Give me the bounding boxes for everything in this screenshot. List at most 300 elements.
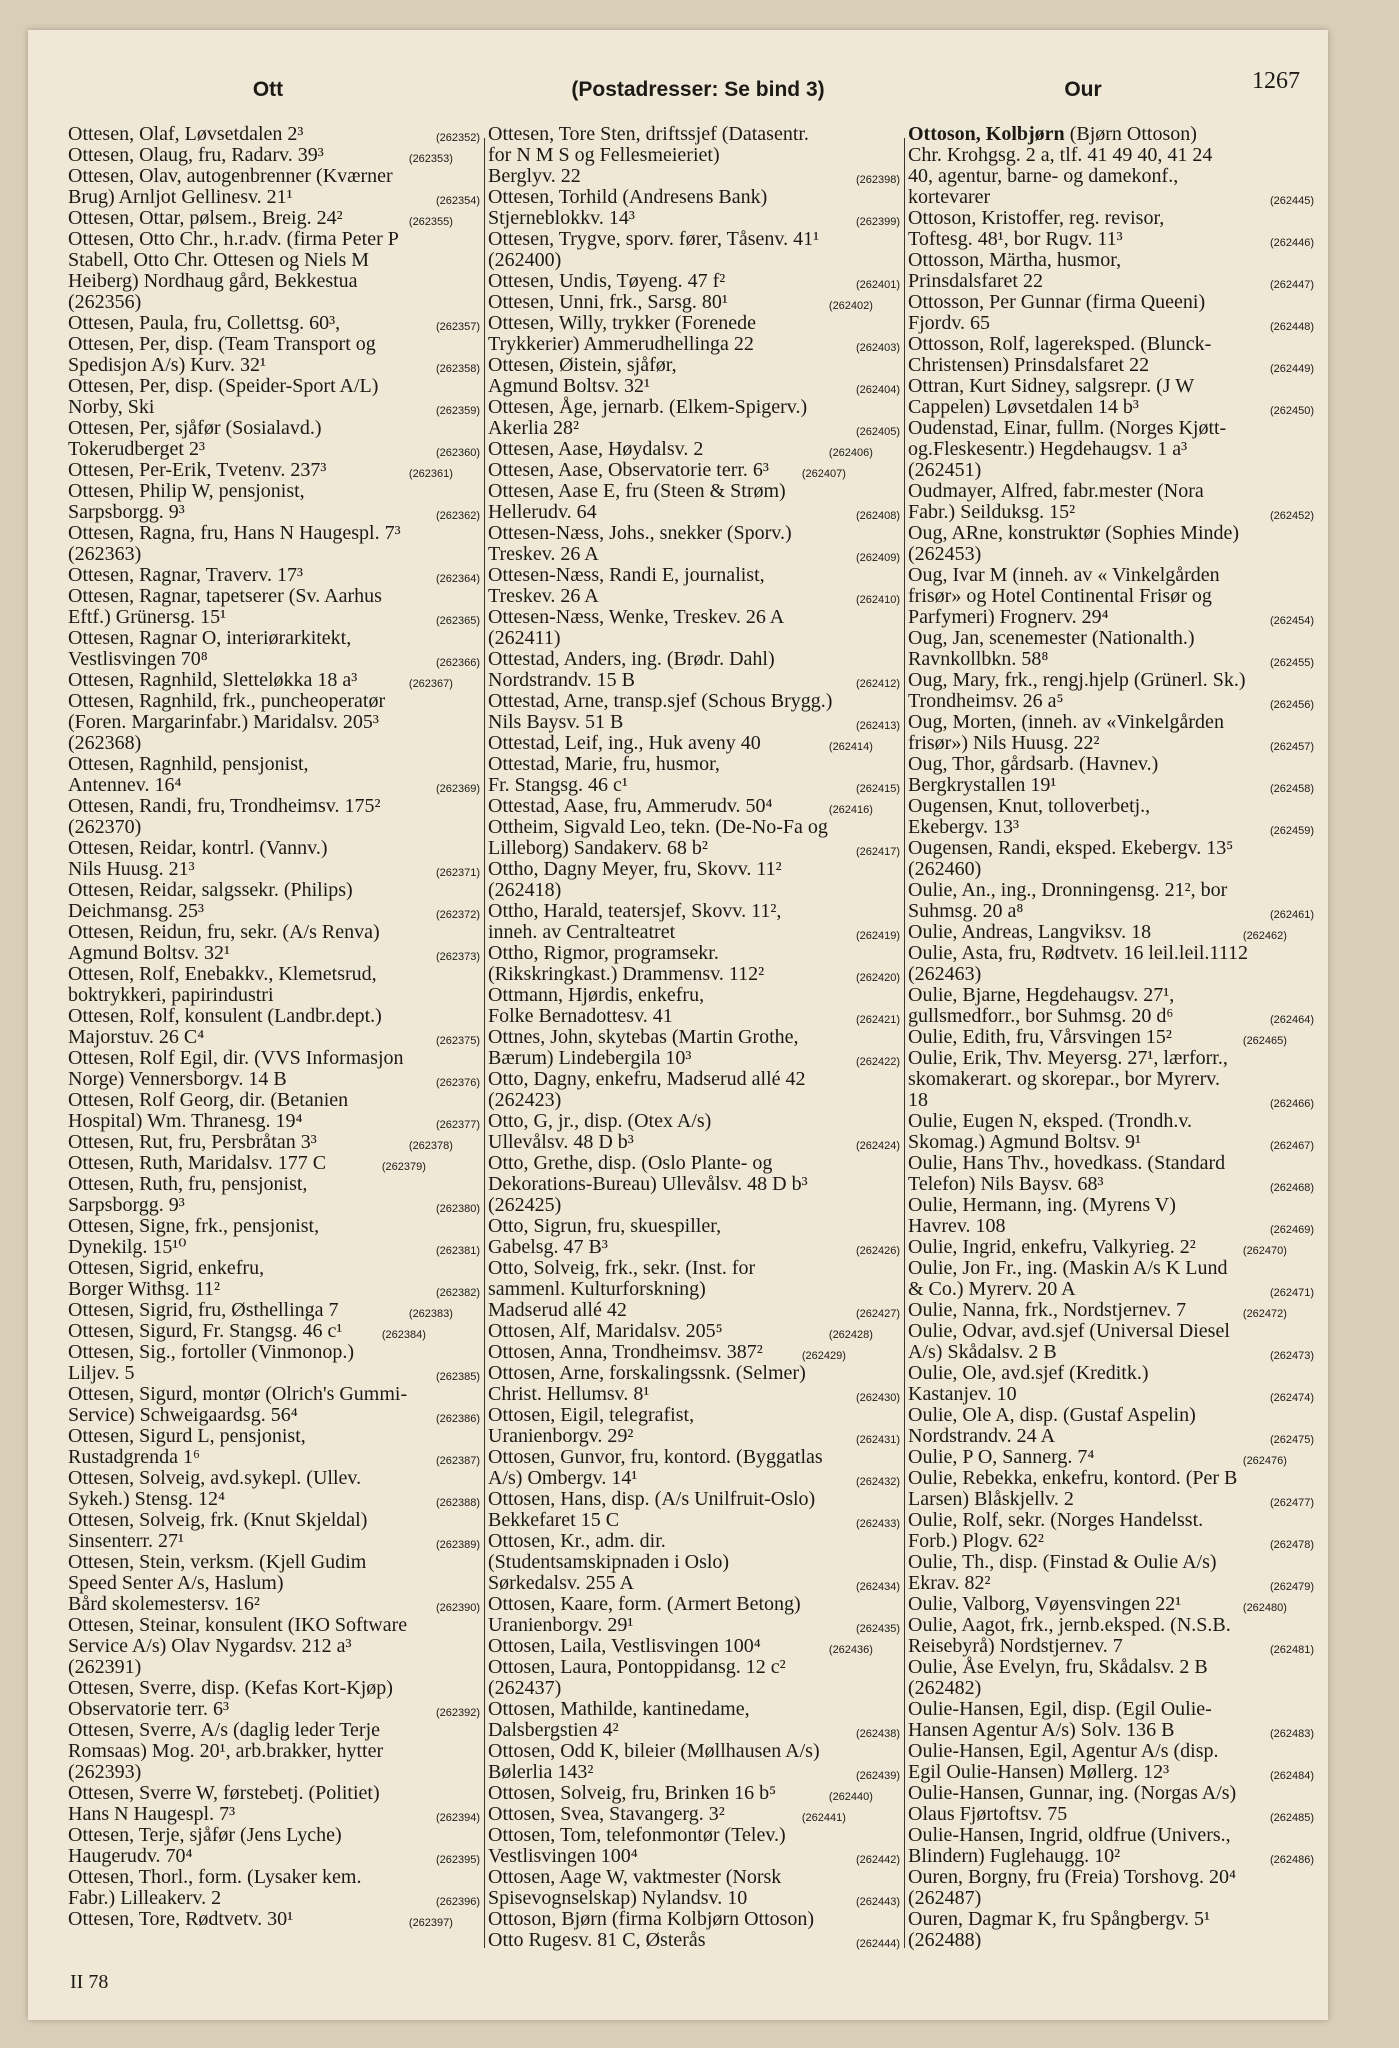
directory-entry-line <box>908 481 1314 502</box>
directory-entry-line <box>68 1237 480 1258</box>
directory-entry-line <box>488 1321 900 1342</box>
entry-number: (262390) <box>435 1602 480 1614</box>
entry-text: Ottesen, Olaf, Løvsetdalen 2³ <box>68 123 304 145</box>
directory-entry-line <box>488 1384 900 1405</box>
header-center: (Postadresser: Se bind 3) <box>571 78 825 101</box>
entry-text: (262363) <box>68 543 142 565</box>
entry-text: Romsaas) Mog. 20¹, arb.brakker, hytter <box>68 1740 384 1762</box>
directory-entry-line <box>68 1489 480 1510</box>
entry-number: (262477) <box>1269 1497 1314 1509</box>
directory-entry-line <box>488 292 900 313</box>
entry-text: Oulie, Andreas, Langviksv. 18 <box>908 921 1152 943</box>
page-number: 1267 <box>1252 68 1300 94</box>
directory-entry-line <box>68 376 480 397</box>
entry-number: (262355) <box>408 216 453 228</box>
directory-entry-line <box>68 1720 480 1741</box>
directory-entry-line <box>908 1090 1314 1111</box>
directory-entry-line <box>488 1237 900 1258</box>
directory-entry-line <box>908 124 1314 145</box>
entry-text: Ottesen-Næss, Johs., snekker (Sporv.) <box>488 522 792 544</box>
directory-entry-line <box>908 754 1314 775</box>
entry-text: Ottesen, Ottar, pølsem., Breig. 24² <box>68 207 343 229</box>
directory-entry-line <box>488 1594 900 1615</box>
entry-text: Bærum) Lindebergila 10³ <box>488 1047 692 1069</box>
directory-entry-line <box>908 628 1314 649</box>
entry-text: Sykeh.) Stensg. 12⁴ <box>68 1488 225 1510</box>
entry-number: (262402) <box>828 300 873 312</box>
entry-text: Ottestad, Aase, fru, Ammerudv. 50⁴ <box>488 795 773 817</box>
entry-text: Cappelen) Løvsetdalen 14 b³ <box>908 396 1139 418</box>
entry-text: Ottesen, Reidar, salgssekr. (Philips) <box>68 879 353 901</box>
directory-entry-line <box>908 1783 1314 1804</box>
directory-entry-line <box>68 754 480 775</box>
directory-entry-line <box>68 397 480 418</box>
directory-entry-line <box>908 733 1314 754</box>
entry-text: Ottesen, Rolf Egil, dir. (VVS Informasjon <box>68 1047 404 1069</box>
entry-number: (262442) <box>855 1854 900 1866</box>
entry-number: (262373) <box>435 951 480 963</box>
directory-entry-line <box>488 145 900 166</box>
entry-text: Ottesen-Næss, Wenke, Treskev. 26 A <box>488 606 785 628</box>
entry-text: Ottesen, Willy, trykker (Forenede <box>488 312 757 334</box>
entry-text: Spedisjon A/s) Kurv. 32¹ <box>68 354 267 376</box>
directory-entry-line <box>488 1468 900 1489</box>
entry-text: Ottesen, Tore, Rødtvetv. 30¹ <box>68 1908 294 1930</box>
entry-text: Ottesen, Sigurd, Fr. Stangsg. 46 c¹ <box>68 1320 343 1342</box>
entry-number: (262397) <box>408 1917 453 1929</box>
entry-text: (262368) <box>68 732 142 754</box>
entry-number: (262389) <box>435 1539 480 1551</box>
entry-number: (262410) <box>855 594 900 606</box>
entry-text: Bølerlia 143² <box>488 1761 594 1783</box>
directory-entry-line <box>908 397 1314 418</box>
directory-entry-line <box>488 439 900 460</box>
entry-text: Ottosen, Hans, disp. (A/s Unilfruit-Oslo) <box>488 1488 816 1510</box>
directory-entry-line <box>68 355 480 376</box>
directory-entry-line <box>68 1741 480 1762</box>
entry-number: (262435) <box>855 1623 900 1635</box>
entry-text: (262460) <box>908 858 982 880</box>
entry-number: (262481) <box>1269 1644 1314 1656</box>
entry-text: Oulie, Odvar, avd.sjef (Universal Diesel <box>908 1320 1230 1342</box>
entry-text: Ottesen, Per-Erik, Tvetenv. 237³ <box>68 459 327 481</box>
entry-text: Oulie-Hansen, Egil, disp. (Egil Oulie- <box>908 1698 1212 1720</box>
entry-text: Ouren, Borgny, fru (Freia) Torshovg. 20⁴ <box>908 1866 1236 1888</box>
entry-text: boktrykkeri, papirindustri <box>68 984 274 1006</box>
entry-text: Observatorie terr. 6³ <box>68 1698 229 1720</box>
directory-entry-line <box>908 166 1314 187</box>
directory-entry-line <box>908 1636 1314 1657</box>
entry-text: Ekebergv. 13³ <box>908 816 1019 838</box>
entry-text: Ottesen, Øistein, sjåfør, <box>488 354 677 376</box>
directory-entry-line <box>908 1153 1314 1174</box>
entry-number: (262378) <box>408 1140 453 1152</box>
entry-text: Ottosen, Solveig, fru, Brinken 16 b⁵ <box>488 1782 777 1804</box>
entry-text: Oug, ARne, konstruktør (Sophies Minde) <box>908 522 1240 544</box>
entry-number: (262468) <box>1269 1182 1314 1194</box>
entry-text: Dynekilg. 15¹⁰ <box>68 1236 187 1258</box>
directory-entry-line <box>908 1363 1314 1384</box>
entry-number: (262455) <box>1269 657 1314 669</box>
directory-entry-line <box>488 1048 900 1069</box>
entry-text: Nordstrandv. 15 B <box>488 669 636 691</box>
directory-entry-line <box>68 670 480 691</box>
directory-entry-line <box>488 901 900 922</box>
directory-entry-line <box>908 1489 1314 1510</box>
entry-text: Oudmayer, Alfred, fabr.mester (Nora <box>908 480 1204 502</box>
entry-text: Ottesen, Rolf, Enebakkv., Klemetsrud, <box>68 963 377 985</box>
directory-entry-line <box>68 1783 480 1804</box>
entry-text: Antennev. 16⁴ <box>68 774 182 796</box>
directory-entry-line <box>68 712 480 733</box>
entry-text: (Studentsamskipnaden i Oslo) <box>488 1551 730 1573</box>
entry-text: Deichmansg. 25³ <box>68 900 204 922</box>
column-divider <box>904 138 905 1948</box>
entry-text: (262411) <box>488 627 561 649</box>
directory-entry-line <box>908 1027 1314 1048</box>
directory-entry-line <box>908 1573 1314 1594</box>
entry-text: (Foren. Margarinfabr.) Maridalsv. 205³ <box>68 711 379 733</box>
entry-text: Blindern) Fuglehaugg. 10² <box>908 1845 1121 1867</box>
entry-number: (262454) <box>1269 615 1314 627</box>
directory-entry-line <box>68 1909 480 1930</box>
entry-number: (262473) <box>1269 1350 1314 1362</box>
directory-entry-line <box>488 124 900 145</box>
directory-entry-line <box>488 691 900 712</box>
entry-text: Otto, Dagny, enkefru, Madserud allé 42 <box>488 1068 806 1090</box>
directory-entry-line <box>68 1069 480 1090</box>
entry-text: Egil Oulie-Hansen) Møllerg. 12³ <box>908 1761 1170 1783</box>
entry-text: Ottosen, Alf, Maridalsv. 205⁵ <box>488 1320 723 1342</box>
directory-entry-line <box>488 1930 900 1951</box>
entry-text: Hellerudv. 64 <box>488 501 597 523</box>
directory-entry-line <box>68 1279 480 1300</box>
entry-text: Ottesen, Olaug, fru, Radarv. 39³ <box>68 144 324 166</box>
entry-text: Ottesen, Rolf, konsulent (Landbr.dept.) <box>68 1005 382 1027</box>
directory-entry-line <box>908 565 1314 586</box>
entry-number: (262456) <box>1269 699 1314 711</box>
directory-entry-line <box>488 1447 900 1468</box>
entry-number: (262371) <box>435 867 480 879</box>
entry-text: Ottesen, Ragnhild, Sletteløkka 18 a³ <box>68 669 358 691</box>
entry-number: (262366) <box>435 657 480 669</box>
entry-number: (262436) <box>828 1644 873 1656</box>
entry-text: Oulie-Hansen, Gunnar, ing. (Norgas A/s) <box>908 1782 1237 1804</box>
directory-entry-line <box>68 1363 480 1384</box>
directory-entry-line <box>908 1888 1314 1909</box>
entry-text: A/s) Skådalsv. 2 B <box>908 1341 1057 1363</box>
entry-text: Ottesen, Solveig, avd.sykepl. (Ullev. <box>68 1467 362 1489</box>
entry-number: (262470) <box>1242 1245 1287 1257</box>
entry-text: Oulie, Hermann, ing. (Myrens V) <box>908 1194 1176 1216</box>
directory-entry-line <box>68 1825 480 1846</box>
entry-text: Ottesen, Ragnhild, pensjonist, <box>68 753 309 775</box>
directory-entry-line <box>908 775 1314 796</box>
directory-entry-line <box>908 796 1314 817</box>
directory-entry-line <box>68 1447 480 1468</box>
entry-number: (262377) <box>435 1119 480 1131</box>
directory-entry-line <box>908 1342 1314 1363</box>
directory-entry-line <box>908 376 1314 397</box>
entry-text: Norby, Ski <box>68 396 155 418</box>
directory-entry-line <box>908 208 1314 229</box>
entry-text: Ottesen, Sig., fortoller (Vinmonop.) <box>68 1341 354 1363</box>
entry-text: Oulie, Ingrid, enkefru, Valkyrieg. 2² <box>908 1236 1196 1258</box>
directory-entry-line <box>68 292 480 313</box>
directory-entry-line <box>908 859 1314 880</box>
entry-text: Nordstrandv. 24 A <box>908 1425 1056 1447</box>
entry-text: Ottmann, Hjørdis, enkefru, <box>488 984 705 1006</box>
entry-text: Oulie, Aagot, frk., jernb.eksped. (N.S.B. <box>908 1614 1231 1636</box>
entry-number: (262403) <box>855 342 900 354</box>
directory-entry-line <box>68 1510 480 1531</box>
directory-entry-line <box>488 733 900 754</box>
directory-entry-line <box>68 1216 480 1237</box>
entry-text: Spisevognselskap) Nylandsv. 10 <box>488 1887 748 1909</box>
directory-entry-line <box>908 1930 1314 1951</box>
directory-entry-line <box>488 355 900 376</box>
entry-text: Ottesen, Undis, Tøyeng. 47 f² <box>488 270 726 292</box>
entry-number: (262412) <box>855 678 900 690</box>
directory-entry-line <box>488 1216 900 1237</box>
directory-entry-line <box>68 1027 480 1048</box>
directory-entry-line <box>488 1636 900 1657</box>
directory-entry-line <box>908 712 1314 733</box>
entry-number: (262357) <box>435 321 480 333</box>
directory-entry-line <box>908 1510 1314 1531</box>
entry-text: Ottosen, Tom, telefonmontør (Telev.) <box>488 1824 786 1846</box>
entry-number: (262486) <box>1269 1854 1314 1866</box>
entry-text: Ottesen, Per, sjåfør (Sosialavd.) <box>68 417 322 439</box>
entry-number: (262466) <box>1269 1098 1314 1110</box>
entry-text: Oug, Mary, frk., rengj.hjelp (Grünerl. Sk.) <box>908 669 1246 691</box>
entry-number: (262476) <box>1242 1455 1287 1467</box>
entry-number: (262387) <box>435 1455 480 1467</box>
entry-text: 40, agentur, barne- og damekonf., <box>908 165 1179 187</box>
entry-text: Fjordv. 65 <box>908 312 991 334</box>
directory-entry-line <box>488 208 900 229</box>
entry-text: (262400) <box>488 249 562 271</box>
directory-entry-line <box>68 1636 480 1657</box>
directory-entry-line <box>488 1174 900 1195</box>
directory-entry-line <box>488 1678 900 1699</box>
entry-text: Oug, Morten, (inneh. av «Vinkelgården <box>908 711 1224 733</box>
entry-text: for N M S og Fellesmeieriet) <box>488 144 720 166</box>
entry-text: Nils Huusg. 21³ <box>68 858 195 880</box>
entry-number: (262383) <box>408 1308 453 1320</box>
entry-number: (262484) <box>1269 1770 1314 1782</box>
entry-text: Fabr.) Seilduksg. 15² <box>908 501 1076 523</box>
directory-entry-line <box>68 838 480 859</box>
entry-text: Oulie-Hansen, Ingrid, oldfrue (Univers., <box>908 1824 1231 1846</box>
entry-number: (262430) <box>855 1392 900 1404</box>
directory-entry-line <box>908 1741 1314 1762</box>
entry-text: Hansen Agentur A/s) Solv. 136 B <box>908 1719 1175 1741</box>
directory-entry-line <box>908 1111 1314 1132</box>
entry-text: Ottnes, John, skytebas (Martin Grothe, <box>488 1026 799 1048</box>
directory-entry-line <box>68 1321 480 1342</box>
directory-entry-line <box>68 922 480 943</box>
entry-text: Ottesen, Tore Sten, driftssjef (Datasentr. <box>488 123 809 145</box>
entry-text: Otto, Grethe, disp. (Oslo Plante- og <box>488 1152 773 1174</box>
directory-entry-line <box>68 1552 480 1573</box>
directory-entry-line <box>68 1867 480 1888</box>
directory-entry-line <box>488 922 900 943</box>
entry-text: Vestlisvingen 100⁴ <box>488 1845 638 1867</box>
directory-entry-line <box>68 1258 480 1279</box>
entry-text: Ottesen, Sigurd L, pensjonist, <box>68 1425 306 1447</box>
directory-entry-line <box>488 460 900 481</box>
entry-number: (262428) <box>828 1329 873 1341</box>
entry-text: skomakerart. og skorepar., bor Myrerv. <box>908 1068 1220 1090</box>
directory-entry-line <box>908 1804 1314 1825</box>
entry-number: (262426) <box>855 1245 900 1257</box>
directory-entry-line <box>68 1573 480 1594</box>
entry-number: (262414) <box>828 741 873 753</box>
directory-entry-line <box>908 985 1314 1006</box>
entry-text: 18 <box>908 1089 928 1111</box>
directory-entry-line <box>488 607 900 628</box>
directory-entry-line <box>488 859 900 880</box>
directory-entry-line <box>68 775 480 796</box>
entry-text: Oug, Thor, gårdsarb. (Havnev.) <box>908 753 1159 775</box>
entry-number: (262448) <box>1269 321 1314 333</box>
directory-entry-line <box>488 1846 900 1867</box>
directory-entry-line <box>488 1762 900 1783</box>
directory-entry-line <box>68 1762 480 1783</box>
entry-text: Ottosen, Svea, Stavangerg. 3² <box>488 1803 725 1825</box>
directory-entry-line <box>488 1279 900 1300</box>
directory-entry-line <box>488 544 900 565</box>
entry-text: Oulie-Hansen, Egil, Agentur A/s (disp. <box>908 1740 1219 1762</box>
entry-text: Ottesen, Rut, fru, Persbråtan 3³ <box>68 1131 317 1153</box>
entry-number: (262485) <box>1269 1812 1314 1824</box>
directory-entry-line <box>68 649 480 670</box>
entry-number: (262478) <box>1269 1539 1314 1551</box>
directory-entry-line <box>68 271 480 292</box>
header-left: Ott <box>252 78 284 101</box>
directory-entry-line <box>908 1195 1314 1216</box>
directory-entry-line <box>68 607 480 628</box>
directory-entry-line <box>908 1846 1314 1867</box>
entry-text: Ekrav. 82² <box>908 1572 991 1594</box>
entry-text: Ottosen, Arne, forskalingssnk. (Selmer) <box>488 1362 806 1384</box>
entry-text: Fabr.) Lilleakerv. 2 <box>68 1887 222 1909</box>
directory-entry-line <box>488 1552 900 1573</box>
entry-text: Oug, Ivar M (inneh. av « Vinkelgården <box>908 564 1220 586</box>
entry-text: Ottestad, Arne, transp.sjef (Schous Brygg.) <box>488 690 833 712</box>
directory-entry-line <box>488 1090 900 1111</box>
entry-text: Ottesen, Paula, fru, Collettsg. 60³, <box>68 312 341 334</box>
entry-text: Ottoson, Bjørn (firma Kolbjørn Ottoson) <box>488 1908 815 1930</box>
directory-entry-line <box>908 586 1314 607</box>
entry-number: (262416) <box>828 804 873 816</box>
entry-text: Otto Rugesv. 81 C, Østerås <box>488 1929 706 1951</box>
entry-text: Ottosen, Mathilde, kantinedame, <box>488 1698 750 1720</box>
entry-text: Ouren, Dagmar K, fru Spångbergv. 5¹ <box>908 1908 1211 1930</box>
directory-entry-line <box>68 901 480 922</box>
directory-entry-line <box>68 1594 480 1615</box>
entry-number: (262384) <box>381 1329 426 1341</box>
entry-text: inneh. av Centralteatret <box>488 921 676 943</box>
entry-number: (262385) <box>435 1371 480 1383</box>
entry-text: Oulie, P O, Sannerg. 7⁴ <box>908 1446 1095 1468</box>
directory-entry-line <box>68 733 480 754</box>
entry-number: (262422) <box>855 1056 900 1068</box>
entry-text: Treskev. 26 A <box>488 543 599 565</box>
directory-entry-line <box>908 901 1314 922</box>
entry-number: (262380) <box>435 1203 480 1215</box>
directory-entry-line <box>68 334 480 355</box>
entry-text: Vestlisvingen 70⁸ <box>68 648 208 670</box>
directory-entry-line <box>908 1216 1314 1237</box>
entry-number: (262469) <box>1269 1224 1314 1236</box>
entry-number: (262440) <box>828 1791 873 1803</box>
entry-text: Oulie, Edith, fru, Vårsvingen 15² <box>908 1026 1172 1048</box>
directory-entry-line <box>68 145 480 166</box>
entry-text: Reisebyrå) Nordstjernev. 7 <box>908 1635 1123 1657</box>
entry-number: (262464) <box>1269 1014 1314 1026</box>
entry-number: (262452) <box>1269 510 1314 522</box>
entry-text: Bergkrystallen 19¹ <box>908 774 1057 796</box>
entry-number: (262407) <box>801 468 846 480</box>
entry-text: Ottosen, Kaare, form. (Armert Betong) <box>488 1593 801 1615</box>
directory-entry-line <box>908 1594 1314 1615</box>
entry-text: Ottoson, Kolbjørn (Bjørn Ottoson) <box>908 123 1197 145</box>
entry-text: Berglyv. 22 <box>488 165 581 187</box>
entry-text: Stjerneblokkv. 14³ <box>488 207 635 229</box>
entry-text: Telefon) Nils Baysv. 68³ <box>908 1173 1104 1195</box>
entry-text: Ottesen, Torhild (Andresens Bank) <box>488 186 768 208</box>
entry-text: (262423) <box>488 1089 562 1111</box>
directory-entry-line <box>488 166 900 187</box>
entry-text: Ottosson, Per Gunnar (firma Queeni) <box>908 291 1206 313</box>
directory-entry-line <box>488 1342 900 1363</box>
entry-text: sammenl. Kulturforskning) <box>488 1278 706 1300</box>
entry-text: Sarpsborgg. 9³ <box>68 1194 185 1216</box>
directory-entry-line <box>488 775 900 796</box>
directory-entry-line <box>488 1531 900 1552</box>
entry-text: Madserud allé 42 <box>488 1299 627 1321</box>
entry-text: Trondheimsv. 26 a⁵ <box>908 690 1064 712</box>
directory-entry-line <box>68 460 480 481</box>
entry-text: (262356) <box>68 291 142 313</box>
directory-entry-line <box>488 565 900 586</box>
entry-number: (262394) <box>435 1812 480 1824</box>
entry-text: Ravnkollbkn. 58⁸ <box>908 648 1049 670</box>
entry-text: Ottesen, Ruth, fru, pensjonist, <box>68 1173 308 1195</box>
entry-number: (262409) <box>855 552 900 564</box>
directory-entry-line <box>68 1888 480 1909</box>
entry-text: Ottesen, Sigurd, montør (Olrich's Gummi- <box>68 1383 408 1405</box>
directory-entry-line <box>488 502 900 523</box>
entry-number: (262427) <box>855 1308 900 1320</box>
directory-entry-line <box>68 943 480 964</box>
entry-text: Forb.) Plogv. 62² <box>908 1530 1044 1552</box>
directory-entry-line <box>908 439 1314 460</box>
entry-text: Dalsbergstien 4² <box>488 1719 619 1741</box>
entry-text: Christensen) Prinsdalsfaret 22 <box>908 354 1150 376</box>
entry-text: Ottesen, Sigrid, fru, Østhellinga 7 <box>68 1299 339 1321</box>
directory-entry-line <box>488 1300 900 1321</box>
entry-text: & Co.) Myrerv. 20 A <box>908 1278 1076 1300</box>
entry-number: (262359) <box>435 405 480 417</box>
entry-text: Uranienborgv. 29¹ <box>488 1614 634 1636</box>
directory-entry-line <box>68 1678 480 1699</box>
entry-text: (262463) <box>908 963 982 985</box>
directory-entry-line <box>908 922 1314 943</box>
entry-text: Ougensen, Randi, eksped. Ekebergv. 13⁵ <box>908 837 1234 859</box>
